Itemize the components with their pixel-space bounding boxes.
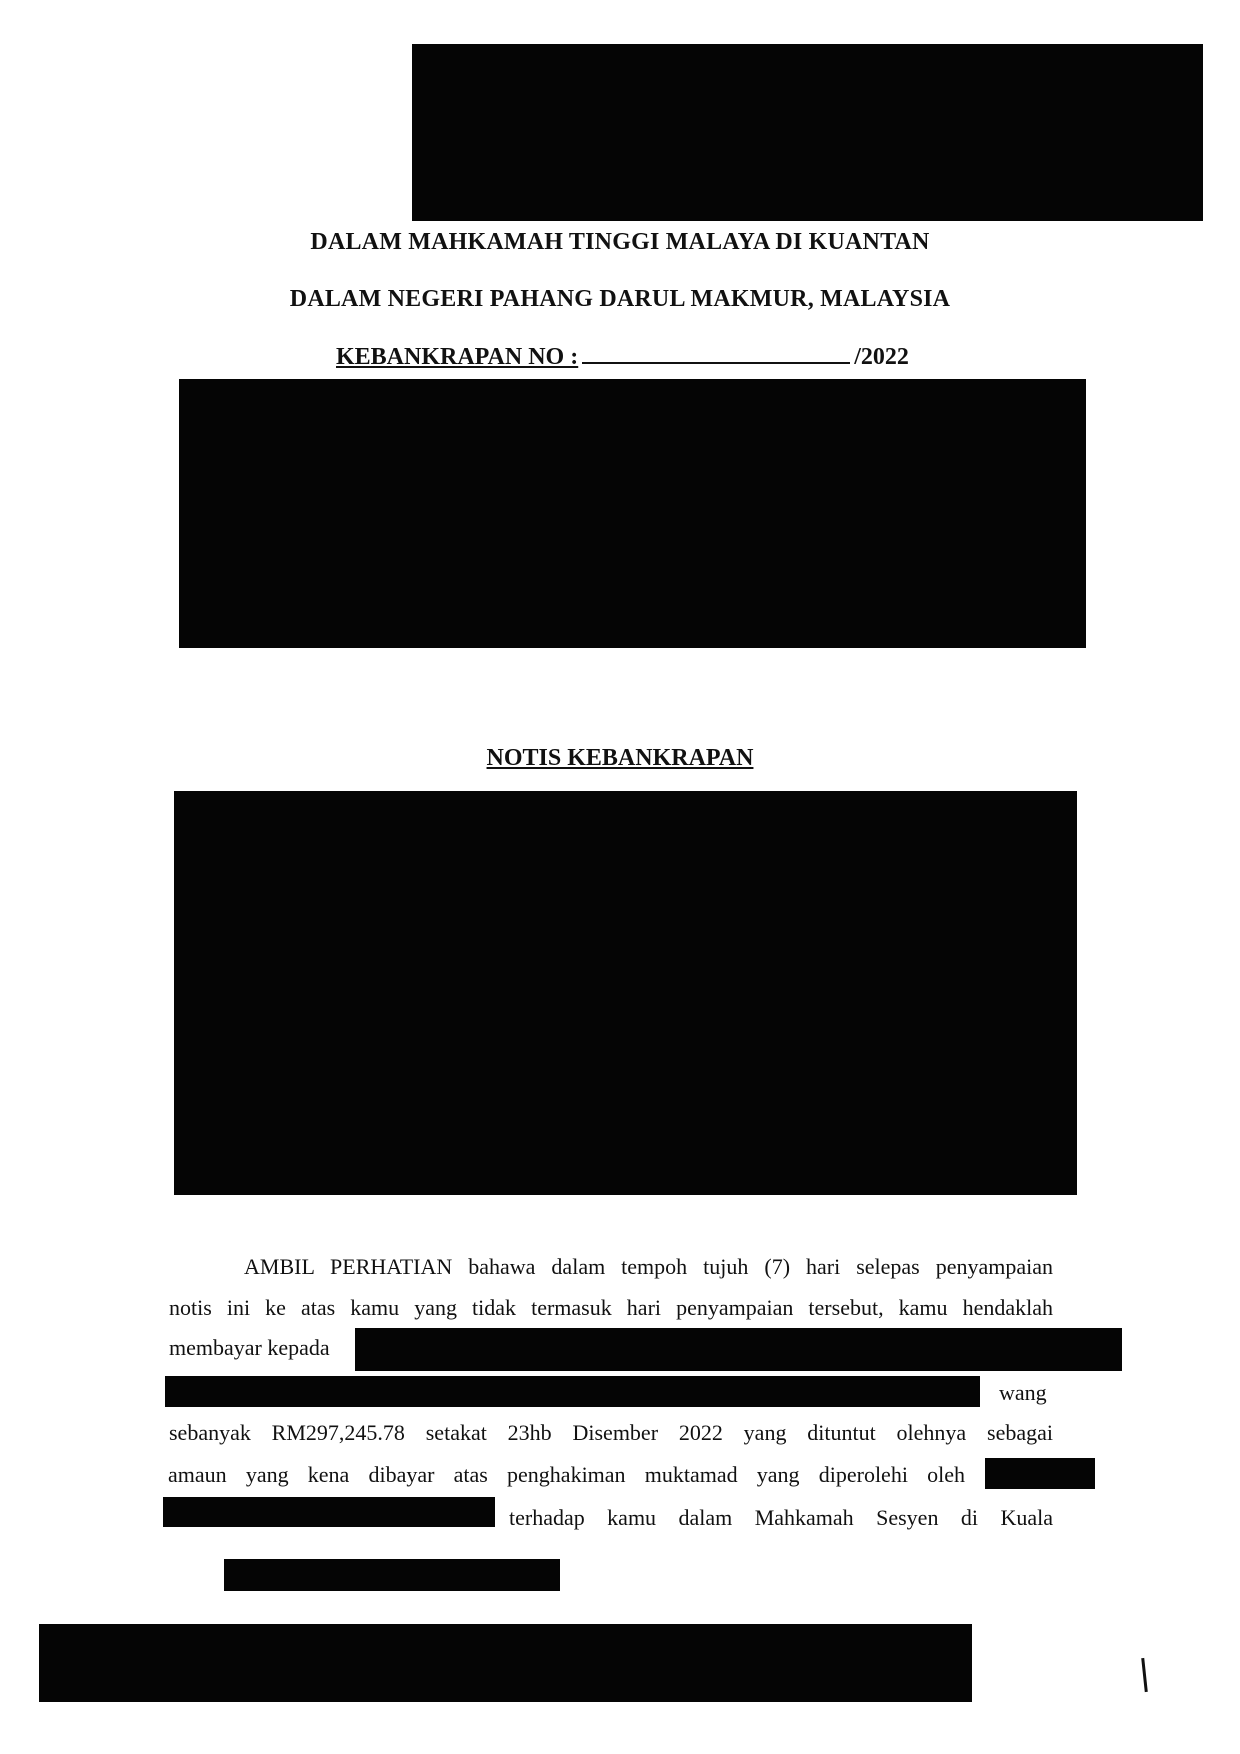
body-line-7: terhadap kamu dalam Mahkamah Sesyen di Kuala [509, 1505, 1053, 1530]
redaction-addressee [174, 791, 1077, 1195]
court-name-line-2: DALAM NEGERI PAHANG DARUL MAKMUR, MALAYSIA [289, 286, 951, 312]
body-line-6: amaun yang kena dibayar atas penghakiman muktamad yang diperolehi oleh [168, 1462, 965, 1487]
redaction-judgment-holder [985, 1458, 1095, 1489]
case-number-line [336, 340, 909, 371]
redaction-creditor-name [355, 1328, 1122, 1371]
redaction-court-location [224, 1559, 560, 1591]
body-line-3: membayar kepada [169, 1335, 330, 1360]
redaction-bottom [39, 1624, 972, 1702]
notice-title: NOTIS KEBANKRAPAN [486, 745, 754, 771]
redaction-top-right [412, 44, 1203, 221]
body-line-5: sebanyak RM297,245.78 setakat 23hb Disember 2022 yang dituntut olehnya sebagai [169, 1420, 1053, 1445]
court-name-line-1: DALAM MAHKAMAH TINGGI MALAYA DI KUANTAN [310, 229, 930, 255]
body-line-1: AMBIL PERHATIAN bahawa dalam tempoh tujuh (7) hari selepas penyampaian [244, 1254, 1053, 1279]
redaction-judgment-holder-cont [163, 1497, 495, 1527]
handwritten-page-mark [1141, 1658, 1148, 1692]
case-number-label: KEBANKRAPAN NO : [336, 344, 579, 370]
body-line-2: notis ini ke atas kamu yang tidak termasuk hari penyampaian tersebut, kamu hendaklah [169, 1295, 1053, 1320]
case-number-year: /2022 [854, 344, 909, 370]
redaction-creditor-name-cont [165, 1376, 980, 1407]
redaction-parties [179, 379, 1086, 648]
body-line-4: wang [999, 1380, 1047, 1405]
case-number-blank [582, 340, 850, 364]
